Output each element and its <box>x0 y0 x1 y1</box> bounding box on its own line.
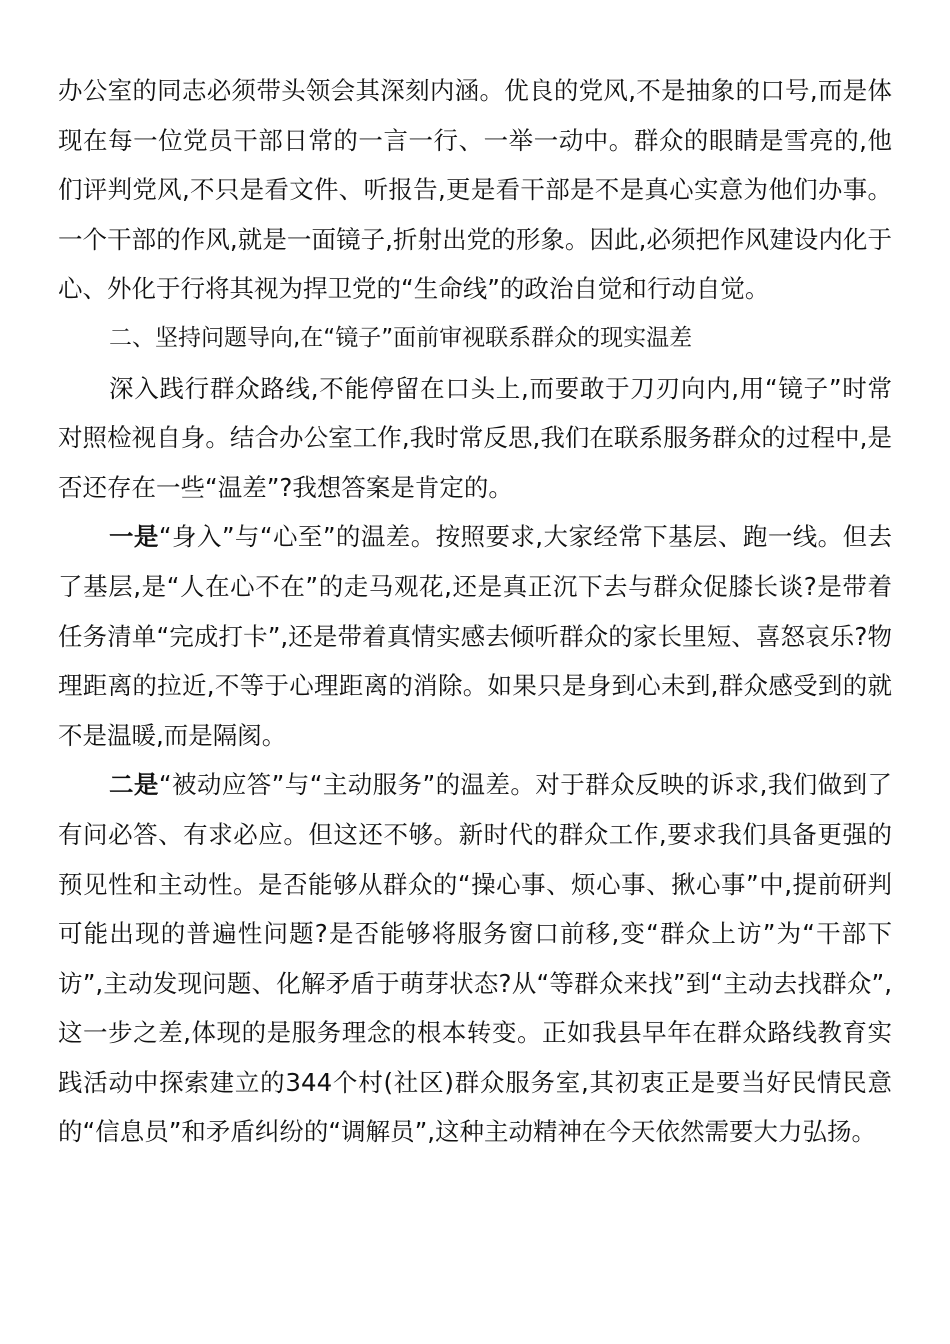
document-body <box>58 66 892 1157</box>
point-one-lead: 一是 <box>109 522 159 552</box>
point-two-lead: 二是 <box>109 770 159 800</box>
point-one-text: “身入”与“心至”的温差。按照要求,大家经常下基层、跑一线。但去了基层,是“人在心不在”的走马观花,还是真正沉下去与群众促膝长谈?是带着任务清单“完成打卡”,还是带着真情实感去倾听群众的家长里短、喜怒哀乐?物理距离的拉近,不等于心理距离的消除。如果只是身到心未到,群众感受到的就不是温暖,而是隔阂。 <box>58 522 893 750</box>
point-two-text: “被动应答”与“主动服务”的温差。对于群众反映的诉求,我们做到了有问必答、有求必应。但这还不够。新时代的群众工作,要求我们具备更强的预见性和主动性。是否能够从群众的“操心事、烦心事、揪心事”中,提前研判可能出现的普遍性问题?是否能够将服务窗口前移,变“群众上访”为“干部下访”,主动发现问题、化解矛盾于萌芽状态?从“等群众来找”到“主动去找群众”,这一步之差,体现的是服务理念的根本转变。正如我县早年在群众路线教育实践活动中探索建立的344个村(社区)群众服务室,其初衷正是要当好民情民意的“信息员”和矛盾纠纷的“调解员”,这种主动精神在今天依然需要大力弘扬。 <box>58 770 893 1147</box>
section-heading-2: 二、坚持问题导向,在“镜子”面前审视联系群众的现实温差 <box>109 324 693 351</box>
paragraph-mass-line: 深入践行群众路线,不能停留在口头上,而要敢于刀刃向内,用“镜子”时常对照检视自身。结合办公室工作,我时常反思,我们在联系服务群众的过程中,是否还存在一些“温差”?我想答案是肯定的。 <box>58 373 892 502</box>
paragraph-point-two <box>58 760 892 1157</box>
paragraph-party-style: 办公室的同志必须带头领会其深刻内涵。优良的党风,不是抽象的口号,而是体现在每一位党员干部日常的一言一行、一举一动中。群众的眼睛是雪亮的,他们评判党风,不只是看文件、听报告,更是看干部是不是真心实意为他们办事。一个干部的作风,就是一面镜子,折射出党的形象。因此,必须把作风建设内化于心、外化于行将其视为捍卫党的“生命线”的政治自觉和行动自觉。 <box>58 76 892 304</box>
paragraph-point-one <box>58 512 892 760</box>
